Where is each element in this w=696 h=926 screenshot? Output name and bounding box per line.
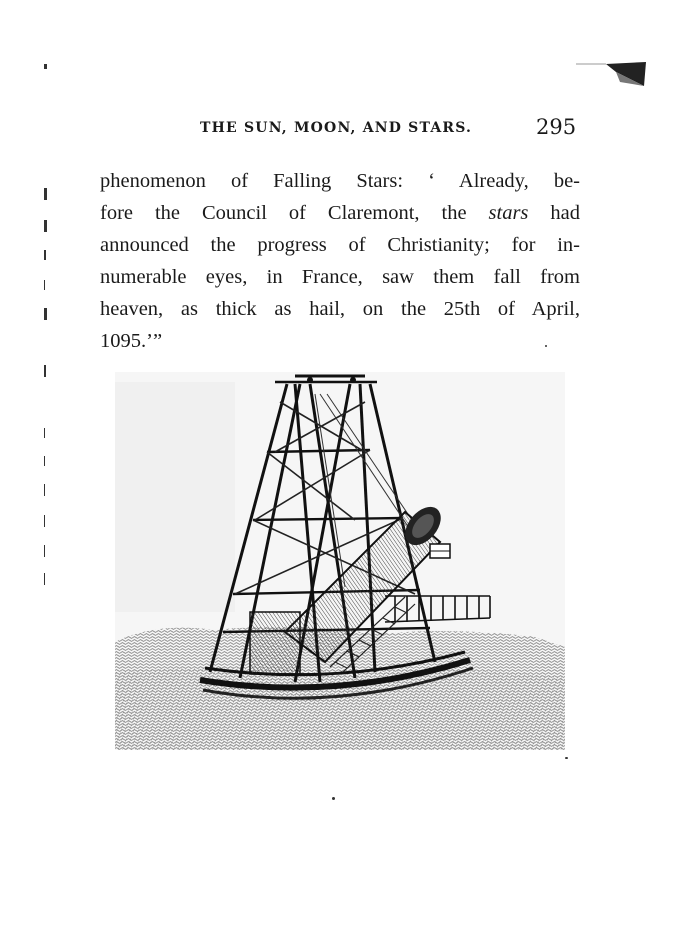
- ink-speck: [565, 757, 568, 759]
- text-fragment: fore the Council of Claremont, the: [100, 202, 489, 224]
- body-paragraph: [100, 165, 580, 357]
- scan-edge-marks: [44, 60, 56, 620]
- folded-corner-icon: [576, 60, 656, 92]
- text-fragment: had: [528, 202, 580, 224]
- text-line: phenomenon of Falling Stars: ‘ Already, be-: [100, 170, 580, 192]
- running-head: THE SUN, MOON, AND STARS.: [200, 120, 473, 136]
- text-line: announced the progress of Christianity; for in-: [100, 234, 580, 256]
- text-line: heaven, as thick as hail, on the 25th of April,: [100, 298, 580, 320]
- text-line: numerable eyes, in France, saw them fall from: [100, 266, 580, 288]
- telescope-illustration: [115, 372, 565, 750]
- text-line: [100, 197, 580, 229]
- text-line: 1095.’”: [100, 330, 163, 352]
- emphasized-word: stars: [488, 202, 529, 224]
- ink-speck: [332, 797, 335, 800]
- page-number: 295: [536, 115, 577, 139]
- ink-speck: [545, 345, 547, 347]
